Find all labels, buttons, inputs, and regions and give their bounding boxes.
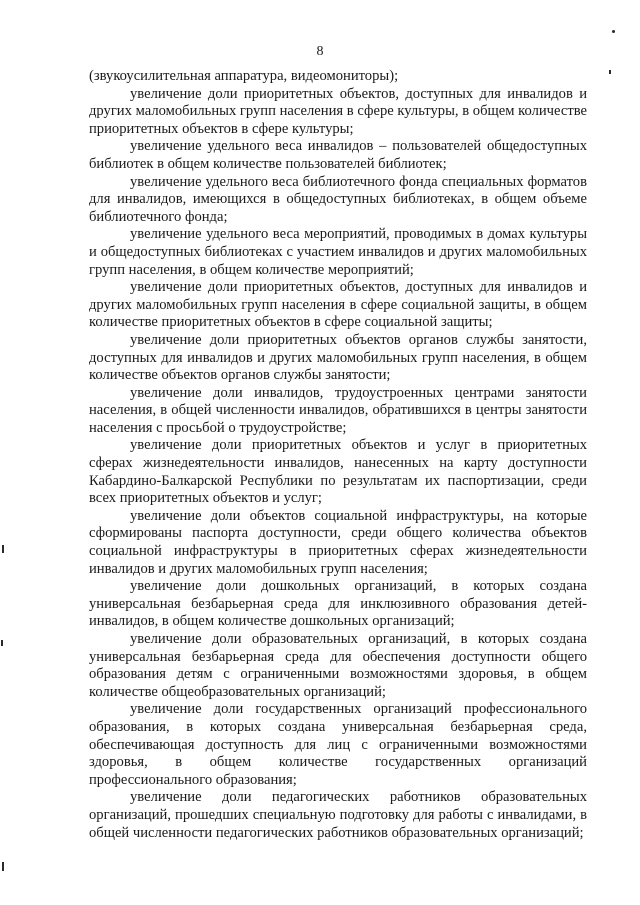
scan-artifact bbox=[612, 30, 615, 33]
paragraph: увеличение доли приоритетных объектов, доступных для инвалидов и других маломобильных групп населения в сфере культуры, в общем количестве приоритетных объектов в сфере культуры; bbox=[89, 85, 587, 137]
paragraph: увеличение доли государственных организаций профессионального образования, в которых создана универсальная безбарьерная среда, обеспечивающая доступность для лиц с ограниченными возможностями здоровья, в общем количестве государственных организаций профессионального образования; bbox=[89, 701, 587, 788]
paragraph: увеличение удельного веса инвалидов – пользователей общедоступных библиотек в общем количестве пользователей библиотек; bbox=[89, 138, 587, 172]
scan-artifact bbox=[2, 545, 4, 553]
page-number: 8 bbox=[316, 44, 324, 59]
paragraph: увеличение удельного веса мероприятий, проводимых в домах культуры и общедоступных библиотеках с участием инвалидов и других маломобильных групп населения, в общем количестве мероприятий; bbox=[89, 226, 587, 278]
paragraph: увеличение доли инвалидов, трудоустроенных центрами занятости населения, в общей численности инвалидов, обратившихся в центры занятости населения с просьбой о трудоустройстве; bbox=[89, 384, 587, 436]
paragraph: увеличение доли приоритетных объектов, доступных для инвалидов и других маломобильных групп населения в сфере социальной защиты, в общем количестве приоритетных объектов в сфере социальной защиты; bbox=[89, 279, 587, 331]
paragraph: (звукоусилительная аппаратура, видеомониторы); bbox=[89, 68, 399, 84]
paragraph: увеличение доли приоритетных объектов органов службы занятости, доступных для инвалидов и других маломобильных групп населения, в общем количестве объектов органов службы занятости; bbox=[89, 331, 587, 384]
paragraph: увеличение доли педагогических работников образовательных организаций, прошедших специальную подготовку для работы с инвалидами, в общей численности педагогических работников образовательных организаций; bbox=[89, 789, 587, 841]
paragraph: увеличение доли дошкольных организаций, в которых создана универсальная безбарьерная среда для инклюзивного образования детей-инвалидов, в общем количестве дошкольных организаций; bbox=[89, 578, 587, 630]
scan-artifact bbox=[1, 640, 3, 646]
scan-artifact bbox=[2, 862, 4, 871]
scan-artifact bbox=[609, 70, 611, 74]
paragraph: увеличение доли объектов социальной инфраструктуры, на которые сформированы паспорта доступности, среди общего количества объектов социальной инфраструктуры в приоритетных сферах жизнедеятельности инвалидов и других маломобильных групп населения; bbox=[89, 507, 587, 577]
paragraph: увеличение доли образовательных организаций, в которых создана универсальная безбарьерная среда для обеспечения доступности общего образования детям с ограниченными возможностями здоровья, в общем количестве общеобразовательных организаций; bbox=[89, 631, 587, 700]
paragraph: увеличение доли приоритетных объектов и услуг в приоритетных сферах жизнедеятельности инвалидов, нанесенных на карту доступности Кабардино-Балкарской Республики по результатам их паспортизации, среди всех приоритетных объектов и услуг; bbox=[89, 437, 587, 507]
paragraph: увеличение удельного веса библиотечного фонда специальных форматов для инвалидов, имеющихся в общедоступных библиотеках, в общем объеме библиотечного фонда; bbox=[89, 173, 587, 225]
document-body bbox=[89, 68, 587, 842]
